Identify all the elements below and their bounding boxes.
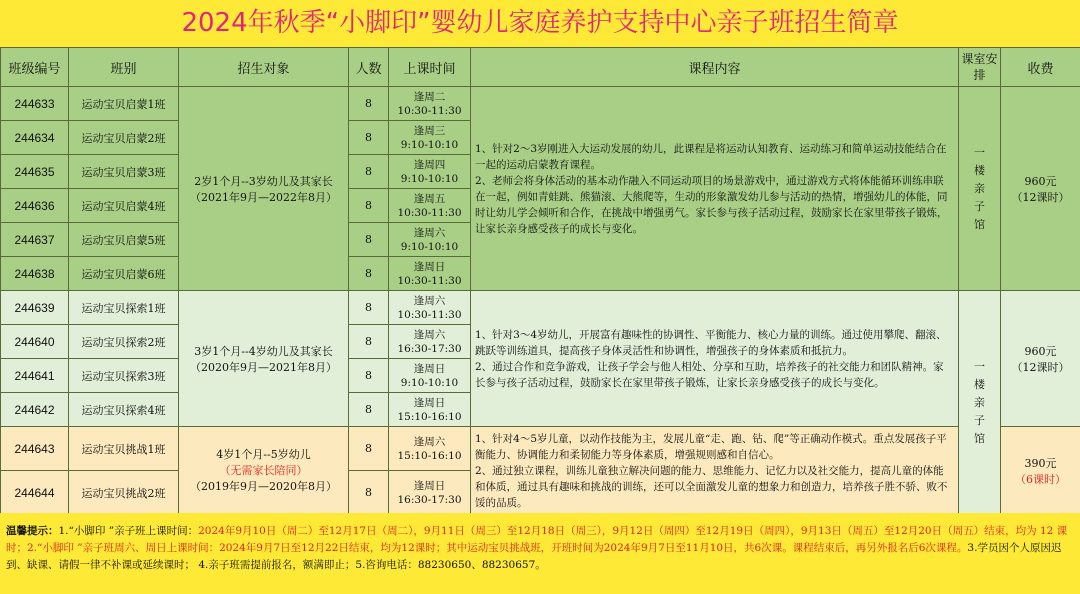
target-birth-range: （2021年9月—2022年8月） [190, 190, 337, 204]
target-birth-range: （2020年9月—2021年8月） [190, 360, 337, 374]
table-row [1, 291, 1080, 325]
class-code: 244643 [1, 427, 69, 471]
fee [1001, 87, 1080, 291]
class-name: 运动宝贝探索1班 [69, 291, 179, 325]
class-name: 运动宝贝探索2班 [69, 325, 179, 359]
class-code: 244634 [1, 121, 69, 155]
class-code: 244641 [1, 359, 69, 393]
class-name: 运动宝贝挑战1班 [69, 427, 179, 471]
class-count: 8 [349, 471, 389, 515]
class-code: 244635 [1, 155, 69, 189]
class-code: 244640 [1, 325, 69, 359]
target-birth-range: （2019年9月—2020年8月） [190, 479, 337, 493]
class-code: 244637 [1, 223, 69, 257]
header-class-name: 班别 [69, 48, 179, 87]
class-name: 运动宝贝启蒙4班 [69, 189, 179, 223]
class-time: 逢周日 10:30-11:30 [389, 257, 471, 291]
class-name: 运动宝贝启蒙2班 [69, 121, 179, 155]
class-code: 244644 [1, 471, 69, 515]
group-target [179, 291, 349, 427]
class-time: 逢周六 16:30-17:30 [389, 325, 471, 359]
class-time: 逢周日 9:10-10:10 [389, 359, 471, 393]
class-count: 8 [349, 121, 389, 155]
class-time: 逢周三 9:10-10:10 [389, 121, 471, 155]
target-age: 2岁1个月--3岁幼儿及其家长 [194, 174, 333, 188]
class-count: 8 [349, 325, 389, 359]
footer-notice [0, 513, 1080, 594]
fee-amount: 960元 [1024, 174, 1057, 188]
table-row [1, 427, 1080, 471]
class-code: 244642 [1, 393, 69, 427]
class-count: 8 [349, 189, 389, 223]
notice-schedule: 2024年9月10日（周二）至12月17日（周二），9月11日（周三）至12月18日（周三），9月12日（周四）至12月19日（周四），9月13日（周五）至12月20日（周五）结束，均为 12 课时；2.“小脚印 ”亲子班周六、周日上课时间：2024年9月7日至12月22日结束，均为12课时；其中运动宝贝挑战班，开班时间为2024年9月7日至11月10日，共6次课。课程结束后，再另外报名后6次课程。 [6, 525, 1068, 554]
class-time: 逢周六 10:30-11:30 [389, 291, 471, 325]
class-count: 8 [349, 155, 389, 189]
class-count: 8 [349, 257, 389, 291]
table-row [1, 87, 1080, 121]
room-assignment: 一楼亲子馆 [959, 291, 1001, 515]
class-code: 244638 [1, 257, 69, 291]
class-name: 运动宝贝挑战2班 [69, 471, 179, 515]
header-time: 上课时间 [389, 48, 471, 87]
room-assignment: 一楼亲子馆 [959, 87, 1001, 291]
class-code: 244639 [1, 291, 69, 325]
target-note: （无需家长陪同） [219, 463, 308, 477]
fee-lessons: （12课时） [1011, 190, 1070, 204]
target-age: 4岁1个月--5岁幼儿 [216, 447, 311, 461]
header-fee: 收费 [1001, 48, 1080, 87]
class-time: 逢周六 9:10-10:10 [389, 223, 471, 257]
header-target: 招生对象 [179, 48, 349, 87]
class-name: 运动宝贝启蒙1班 [69, 87, 179, 121]
notice-part-1: 1.“小脚印 ”亲子班上课时间： [58, 525, 199, 537]
notice-label: 温馨提示： [6, 525, 59, 537]
class-count: 8 [349, 87, 389, 121]
class-count: 8 [349, 427, 389, 471]
class-count: 8 [349, 291, 389, 325]
class-count: 8 [349, 223, 389, 257]
header-class-code: 班级编号 [1, 48, 69, 87]
header-room: 课室安排 [959, 48, 1001, 87]
course-content: 1、针对2～3岁刚进入大运动发展的幼儿，此课程是将运动认知教育、运动练习和简单运动技能结合在一起的运动启蒙教育课程。 2、老师会将身体活动的基本动作融入不同运动项目的场景游戏中，通过游戏方式将体能循环训练串联在一起，例如青蛙跳、熊猫滚、大熊爬等，生动的形象激发幼儿参与活动的热情，增强幼儿的体能，同时让幼儿学会倾听和合作，在挑战中增强勇气。家长参与孩子活动过程，鼓励家长在家里带孩子锻炼，让家长亲身感受孩子的成长与变化。 [471, 87, 959, 291]
class-name: 运动宝贝探索3班 [69, 359, 179, 393]
target-age: 3岁1个月--4岁幼儿及其家长 [194, 344, 333, 358]
class-name: 运动宝贝探索4班 [69, 393, 179, 427]
fee-lessons: （6课时） [1015, 472, 1066, 486]
class-schedule-table [0, 47, 1080, 515]
class-code: 244633 [1, 87, 69, 121]
course-content: 1、针对3～4岁幼儿，开展富有趣味性的协调性、平衡能力、核心力量的训练。通过使用攀爬、翻滚、跳跃等训练道具，提高孩子身体灵活性和协调性，增强孩子的身体素质和抵抗力。 2、通过合作和竞争游戏，让孩子学会与他人相处、分享和互助，培养孩子的社交能力和团队精神。家长参与孩子活动过程，鼓励家长在家里带孩子锻炼，让家长亲身感受孩子的成长与变化。 [471, 291, 959, 427]
class-name: 运动宝贝启蒙5班 [69, 223, 179, 257]
class-code: 244636 [1, 189, 69, 223]
fee-amount: 390元 [1024, 456, 1057, 470]
header-content: 课程内容 [471, 48, 959, 87]
class-name: 运动宝贝启蒙6班 [69, 257, 179, 291]
class-name: 运动宝贝启蒙3班 [69, 155, 179, 189]
class-time: 逢周五 10:30-11:30 [389, 189, 471, 223]
class-time: 逢周六 15:10-16:10 [389, 427, 471, 471]
table-header-row [1, 48, 1080, 87]
course-content: 1、针对4～5岁儿童，以动作技能为主，发展儿童“走、跑、钻、爬”等正确动作模式。重点发展孩子平衡能力、协调能力和柔韧能力等身体素质，增强规则感和自信心。 2、通过独立课程，训练儿童独立解决问题的能力、思维能力、记忆力以及社交能力，提高儿童的体能和体质，通过具有趣味和挑战的训练，还可以全面激发儿童的想象力和创造力，培养孩子胜不骄、败不馁的品质。 [471, 427, 959, 515]
group-target [179, 427, 349, 515]
class-time: 逢周日 15:10-16:10 [389, 393, 471, 427]
fee [1001, 291, 1080, 427]
fee [1001, 427, 1080, 515]
fee-lessons: （12课时） [1011, 360, 1070, 374]
header-count: 人数 [349, 48, 389, 87]
group-target [179, 87, 349, 291]
fee-amount: 960元 [1024, 344, 1057, 358]
notice-part-2: 3.学员因个人原因迟到、缺课、请假一律不补课或延续课时； 4.亲子班需提前报名，额满即止；5.咨询电话：88230650、88230657。 [6, 542, 1062, 571]
class-count: 8 [349, 359, 389, 393]
class-count: 8 [349, 393, 389, 427]
class-time: 逢周日 16:30-17:30 [389, 471, 471, 515]
class-time: 逢周二 10:30-11:30 [389, 87, 471, 121]
page-title: 2024年秋季“小脚印”婴幼儿家庭养护支持中心亲子班招生简章 [0, 0, 1080, 47]
class-time: 逢周四 9:10-10:10 [389, 155, 471, 189]
